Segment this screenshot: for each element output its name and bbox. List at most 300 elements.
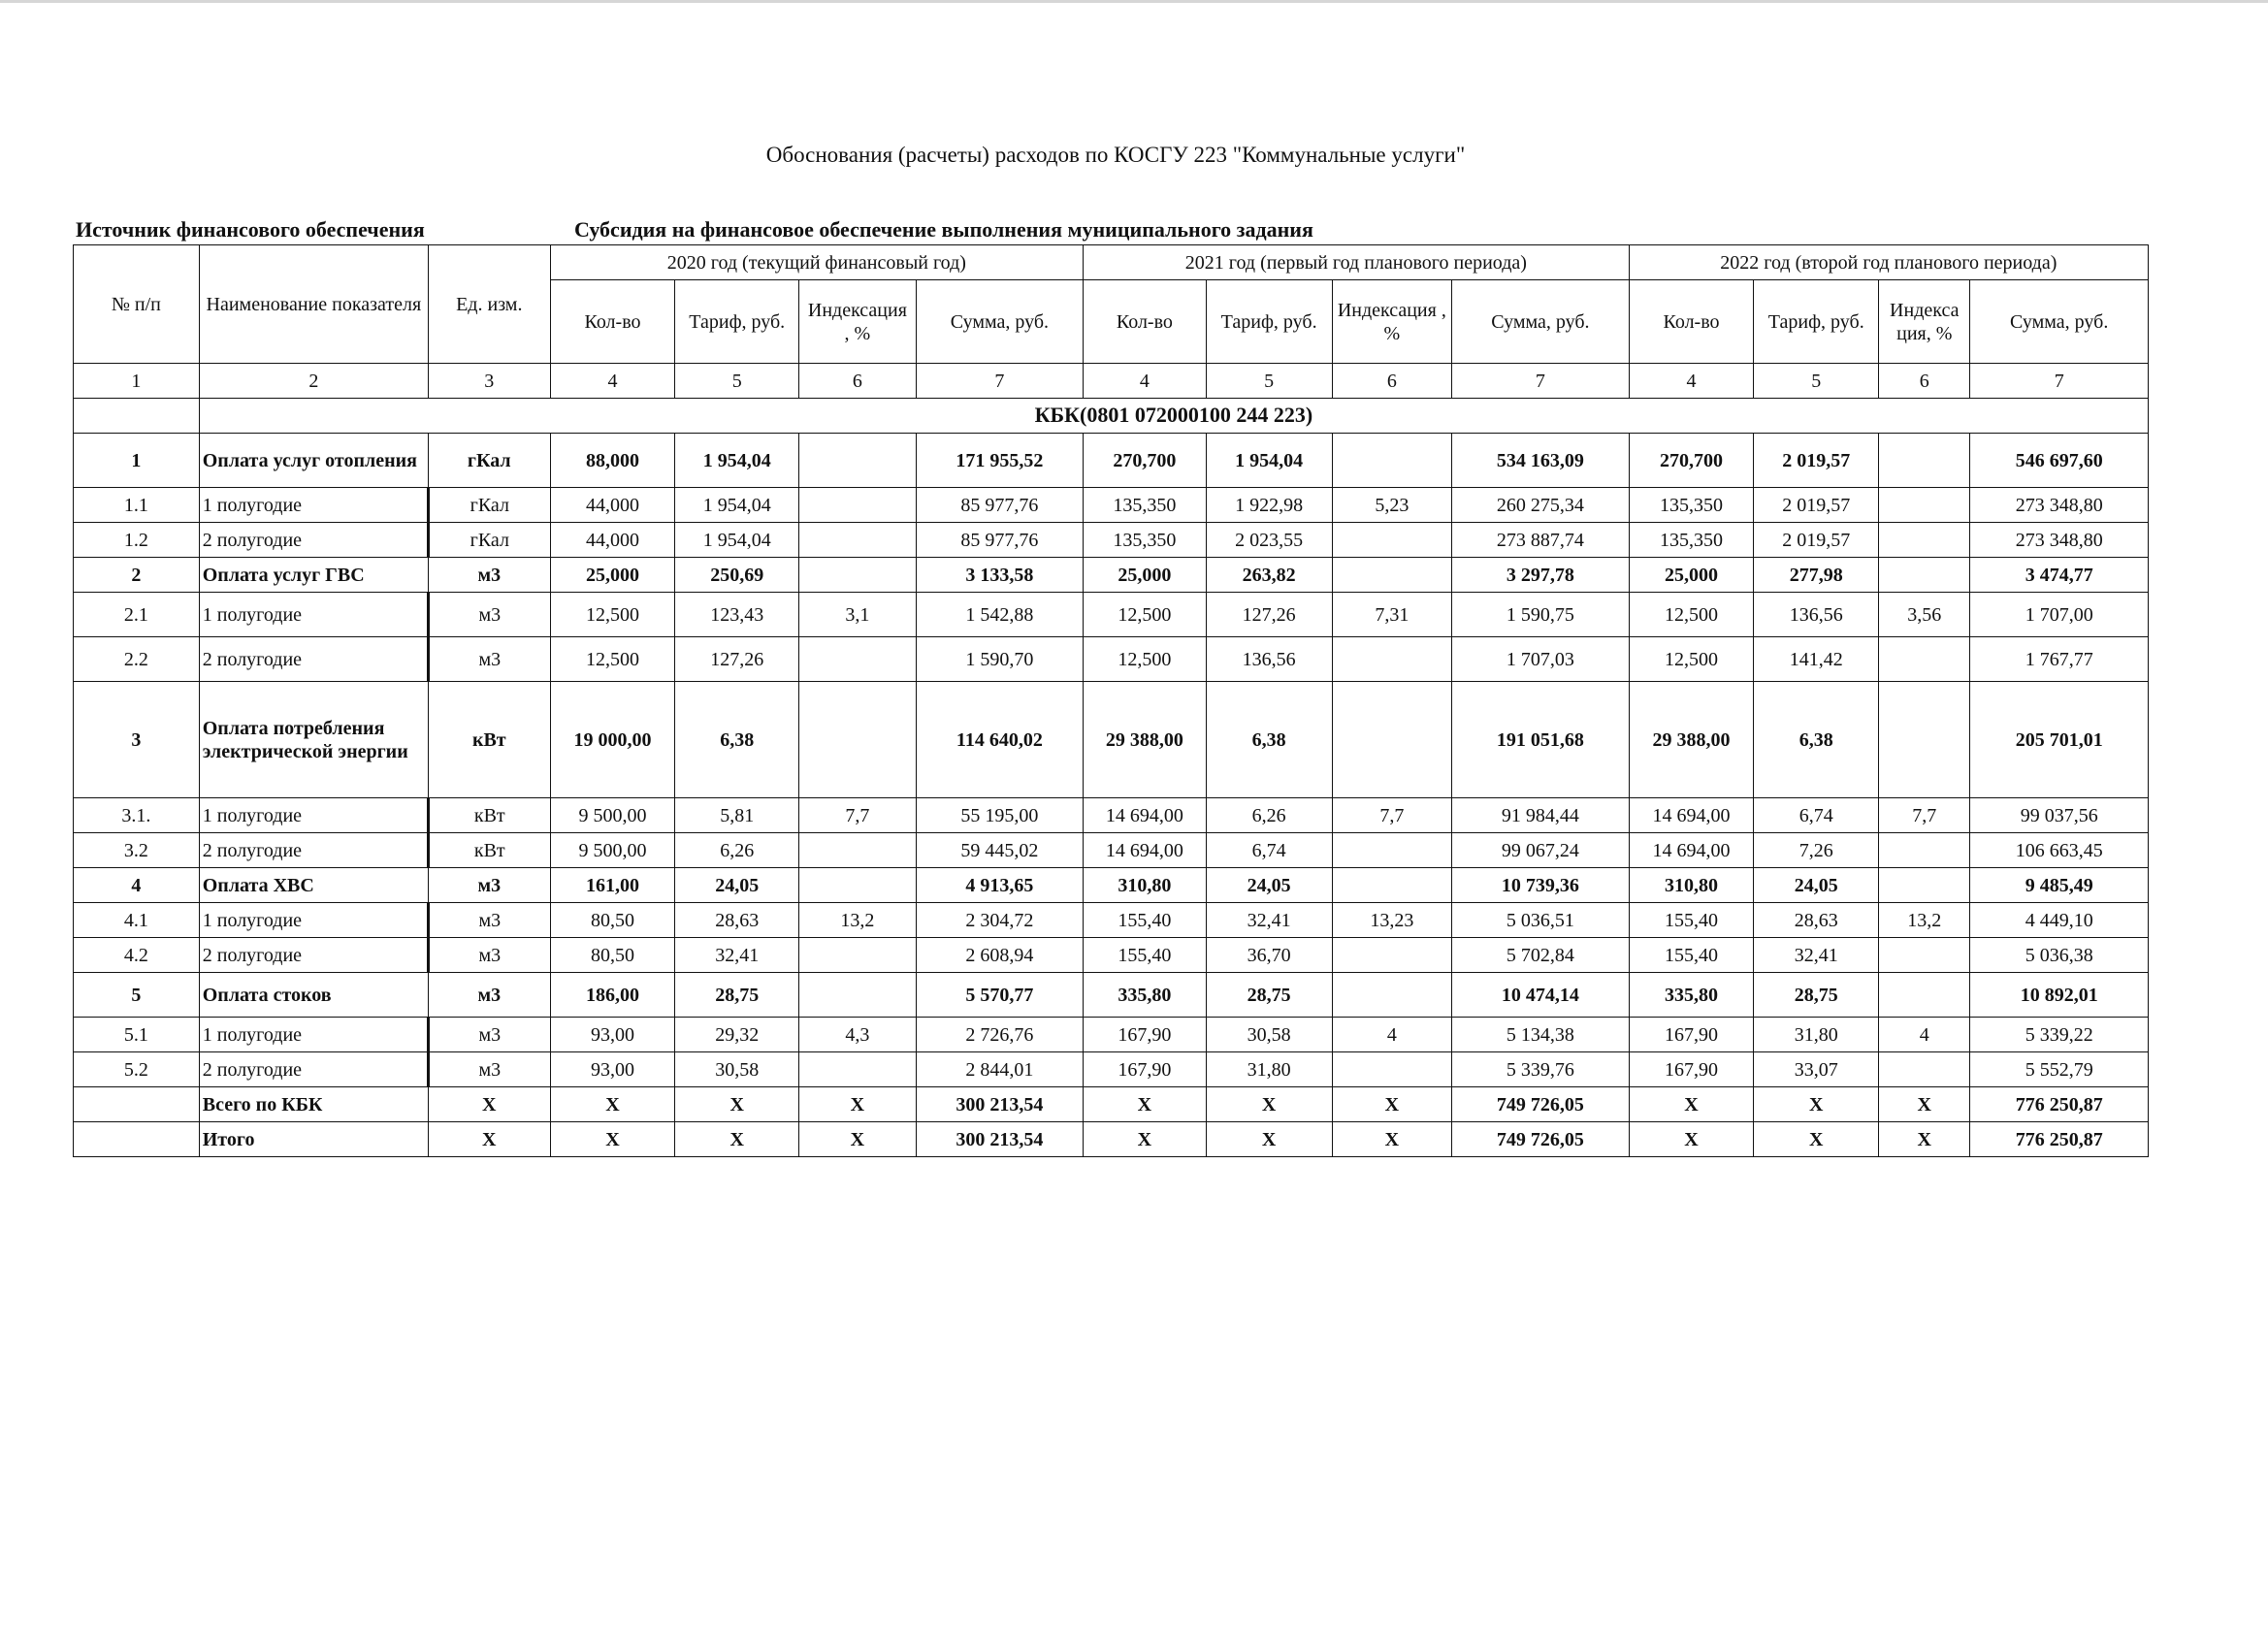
header-qty: Кол-во — [550, 280, 675, 364]
table-cell: 749 726,05 — [1452, 1087, 1629, 1122]
table-cell: м3 — [428, 593, 550, 637]
table-row — [74, 938, 2149, 973]
table-cell: 106 663,45 — [1970, 833, 2149, 868]
table-cell — [1879, 973, 1970, 1018]
header-name: Наименование показателя — [199, 245, 428, 364]
column-number-cell: 4 — [1629, 364, 1754, 399]
table-cell: 9 485,49 — [1970, 868, 2149, 903]
table-cell: 29,32 — [675, 1018, 799, 1052]
column-number-row — [74, 364, 2149, 399]
table-cell: 6,38 — [1206, 682, 1332, 798]
table-cell: 80,50 — [550, 938, 675, 973]
table-cell: гКал — [428, 523, 550, 558]
header-num: № п/п — [74, 245, 200, 364]
column-number-cell: 2 — [199, 364, 428, 399]
header-sum: Сумма, руб. — [916, 280, 1083, 364]
table-cell: 2 019,57 — [1754, 434, 1879, 488]
table-cell: Х — [1332, 1122, 1452, 1157]
row-number-cell: 3.2 — [74, 833, 200, 868]
table-cell: Х — [1084, 1087, 1207, 1122]
table-row — [74, 1018, 2149, 1052]
table-cell: 36,70 — [1206, 938, 1332, 973]
table-cell: 28,63 — [675, 903, 799, 938]
column-number-cell: 7 — [916, 364, 1083, 399]
table-cell: м3 — [428, 973, 550, 1018]
table-cell: 25,000 — [1084, 558, 1207, 593]
table-cell — [1879, 868, 1970, 903]
table-cell: 7,7 — [799, 798, 917, 833]
table-cell: 28,63 — [1754, 903, 1879, 938]
header-tariff: Тариф, руб. — [675, 280, 799, 364]
table-cell: 4 913,65 — [916, 868, 1083, 903]
table-cell: 136,56 — [1754, 593, 1879, 637]
table-cell: 155,40 — [1629, 903, 1754, 938]
table-cell: 59 445,02 — [916, 833, 1083, 868]
table-cell: 12,500 — [1084, 593, 1207, 637]
table-cell: 99 067,24 — [1452, 833, 1629, 868]
table-cell: 12,500 — [550, 593, 675, 637]
table-cell: 2 023,55 — [1206, 523, 1332, 558]
table-cell: м3 — [428, 558, 550, 593]
row-name-cell: Оплата стоков — [199, 973, 428, 1018]
table-cell: 167,90 — [1629, 1018, 1754, 1052]
table-cell: Х — [550, 1122, 675, 1157]
row-number-cell: 4.2 — [74, 938, 200, 973]
header-qty: Кол-во — [1084, 280, 1207, 364]
table-cell: 24,05 — [1206, 868, 1332, 903]
table-cell: 10 739,36 — [1452, 868, 1629, 903]
table-cell: 5 702,84 — [1452, 938, 1629, 973]
table-cell: 24,05 — [1754, 868, 1879, 903]
table-cell: 5,81 — [675, 798, 799, 833]
table-cell — [799, 558, 917, 593]
table-cell: 14 694,00 — [1629, 833, 1754, 868]
table-cell — [1332, 868, 1452, 903]
row-name-cell: Оплата ХВС — [199, 868, 428, 903]
header-tariff: Тариф, руб. — [1754, 280, 1879, 364]
column-number-cell: 6 — [1332, 364, 1452, 399]
table-cell: 30,58 — [675, 1052, 799, 1087]
table-cell — [1332, 523, 1452, 558]
row-name-cell: 2 полугодие — [199, 938, 428, 973]
table-cell: 171 955,52 — [916, 434, 1083, 488]
table-cell: 30,58 — [1206, 1018, 1332, 1052]
table-cell: 25,000 — [550, 558, 675, 593]
table-cell: 2 726,76 — [916, 1018, 1083, 1052]
table-cell — [1879, 938, 1970, 973]
row-name-cell: 2 полугодие — [199, 1052, 428, 1087]
table-cell: 28,75 — [675, 973, 799, 1018]
table-cell: 3 297,78 — [1452, 558, 1629, 593]
kbk-row — [74, 399, 2149, 434]
header-year-2021: 2021 год (первый год планового периода) — [1084, 245, 1630, 280]
table-cell: Х — [1629, 1087, 1754, 1122]
table-cell: 29 388,00 — [1629, 682, 1754, 798]
table-cell: 1 954,04 — [675, 434, 799, 488]
row-name-cell: Всего по КБК — [199, 1087, 428, 1122]
table-cell: 12,500 — [1629, 637, 1754, 682]
table-cell: 155,40 — [1084, 938, 1207, 973]
header-sum: Сумма, руб. — [1970, 280, 2149, 364]
table-cell — [1332, 833, 1452, 868]
table-cell: 55 195,00 — [916, 798, 1083, 833]
table-cell: 6,38 — [1754, 682, 1879, 798]
table-cell — [799, 434, 917, 488]
table-cell: 3 133,58 — [916, 558, 1083, 593]
kbk-code: КБК(0801 072000100 244 223) — [199, 399, 2148, 434]
table-cell: 1 954,04 — [675, 523, 799, 558]
table-cell: 5 552,79 — [1970, 1052, 2149, 1087]
table-row — [74, 833, 2149, 868]
table-cell: 44,000 — [550, 488, 675, 523]
table-cell: Х — [1754, 1122, 1879, 1157]
table-cell — [1332, 682, 1452, 798]
row-number-cell: 2.1 — [74, 593, 200, 637]
table-cell: 155,40 — [1084, 903, 1207, 938]
table-cell: 776 250,87 — [1970, 1087, 2149, 1122]
row-number-cell: 1 — [74, 434, 200, 488]
column-number-cell: 4 — [550, 364, 675, 399]
row-number-cell: 5 — [74, 973, 200, 1018]
table-cell: 1 590,70 — [916, 637, 1083, 682]
table-cell: 1 707,00 — [1970, 593, 2149, 637]
table-cell: кВт — [428, 682, 550, 798]
table-cell — [1879, 434, 1970, 488]
table-cell: 44,000 — [550, 523, 675, 558]
table-row — [74, 1052, 2149, 1087]
table-cell: 167,90 — [1629, 1052, 1754, 1087]
table-row — [74, 523, 2149, 558]
table-cell — [1879, 1052, 1970, 1087]
header-index: Индекса ция, % — [1879, 280, 1970, 364]
table-cell: 31,80 — [1754, 1018, 1879, 1052]
table-cell: 1 767,77 — [1970, 637, 2149, 682]
table-cell: кВт — [428, 833, 550, 868]
funding-source-label: Источник финансового обеспечения — [76, 217, 425, 242]
row-number-cell: 1.2 — [74, 523, 200, 558]
column-number-cell: 4 — [1084, 364, 1207, 399]
table-cell: 5 134,38 — [1452, 1018, 1629, 1052]
column-number-cell: 1 — [74, 364, 200, 399]
table-cell: Х — [675, 1122, 799, 1157]
column-number-cell: 6 — [799, 364, 917, 399]
table-cell: 85 977,76 — [916, 523, 1083, 558]
table-cell — [799, 938, 917, 973]
table-row — [74, 637, 2149, 682]
table-cell: 99 037,56 — [1970, 798, 2149, 833]
table-cell: Х — [1084, 1122, 1207, 1157]
table-cell — [799, 637, 917, 682]
table-cell: 310,80 — [1084, 868, 1207, 903]
table-cell: 93,00 — [550, 1018, 675, 1052]
table-cell: Х — [1206, 1122, 1332, 1157]
header-index: Индексация , % — [1332, 280, 1452, 364]
table-cell: 273 348,80 — [1970, 488, 2149, 523]
table-cell: Х — [799, 1122, 917, 1157]
table-cell: 10 474,14 — [1452, 973, 1629, 1018]
row-name-cell: Оплата услуг ГВС — [199, 558, 428, 593]
total-row — [74, 1122, 2149, 1157]
table-cell: 6,26 — [1206, 798, 1332, 833]
table-cell: 135,350 — [1629, 488, 1754, 523]
table-cell: 1 707,03 — [1452, 637, 1629, 682]
table-cell: 28,75 — [1754, 973, 1879, 1018]
table-cell: 776 250,87 — [1970, 1122, 2149, 1157]
column-number-cell: 3 — [428, 364, 550, 399]
table-cell: 1 922,98 — [1206, 488, 1332, 523]
table-cell: 32,41 — [1754, 938, 1879, 973]
table-cell: 91 984,44 — [1452, 798, 1629, 833]
header-tariff: Тариф, руб. — [1206, 280, 1332, 364]
row-number-cell: 4 — [74, 868, 200, 903]
table-cell: м3 — [428, 1018, 550, 1052]
table-cell: 14 694,00 — [1084, 798, 1207, 833]
kbk-spacer — [74, 399, 200, 434]
table-cell: 5,23 — [1332, 488, 1452, 523]
header-sum: Сумма, руб. — [1452, 280, 1629, 364]
header-year-2020: 2020 год (текущий финансовый год) — [550, 245, 1083, 280]
row-number-cell: 5.1 — [74, 1018, 200, 1052]
table-cell: 7,7 — [1879, 798, 1970, 833]
table-cell: 167,90 — [1084, 1052, 1207, 1087]
table-cell: 29 388,00 — [1084, 682, 1207, 798]
table-cell: 25,000 — [1629, 558, 1754, 593]
table-cell: м3 — [428, 868, 550, 903]
table-cell: 270,700 — [1629, 434, 1754, 488]
table-cell — [799, 868, 917, 903]
table-cell: 127,26 — [1206, 593, 1332, 637]
column-number-cell: 5 — [675, 364, 799, 399]
table-cell — [799, 1052, 917, 1087]
funding-source-value: Субсидия на финансовое обеспечение выполнения муниципального задания — [574, 217, 1313, 242]
table-cell: 12,500 — [1629, 593, 1754, 637]
table-row — [74, 593, 2149, 637]
table-cell: 13,23 — [1332, 903, 1452, 938]
row-name-cell: 1 полугодие — [199, 488, 428, 523]
row-name-cell: 2 полугодие — [199, 523, 428, 558]
table-cell: 3 474,77 — [1970, 558, 2149, 593]
row-name-cell: 2 полугодие — [199, 833, 428, 868]
row-name-cell: 1 полугодие — [199, 798, 428, 833]
table-cell: гКал — [428, 488, 550, 523]
table-cell: 3,1 — [799, 593, 917, 637]
row-number-cell: 4.1 — [74, 903, 200, 938]
category-row — [74, 973, 2149, 1018]
table-cell: 5 570,77 — [916, 973, 1083, 1018]
table-cell — [1879, 558, 1970, 593]
table-cell: 80,50 — [550, 903, 675, 938]
table-cell: 1 542,88 — [916, 593, 1083, 637]
table-cell: 161,00 — [550, 868, 675, 903]
table-cell: 5 339,76 — [1452, 1052, 1629, 1087]
table-cell: 136,56 — [1206, 637, 1332, 682]
table-cell: м3 — [428, 938, 550, 973]
table-cell: 32,41 — [675, 938, 799, 973]
table-cell: 191 051,68 — [1452, 682, 1629, 798]
table-cell — [1879, 682, 1970, 798]
table-cell: гКал — [428, 434, 550, 488]
table-cell: 6,74 — [1206, 833, 1332, 868]
table-cell: 749 726,05 — [1452, 1122, 1629, 1157]
table-cell: 7,26 — [1754, 833, 1879, 868]
table-cell: 135,350 — [1084, 523, 1207, 558]
table-cell: 12,500 — [1084, 637, 1207, 682]
table-cell: 135,350 — [1084, 488, 1207, 523]
table-cell: 127,26 — [675, 637, 799, 682]
table-cell: 2 019,57 — [1754, 488, 1879, 523]
table-cell: 155,40 — [1629, 938, 1754, 973]
table-cell: 85 977,76 — [916, 488, 1083, 523]
header-unit: Ед. изм. — [428, 245, 550, 364]
table-cell: 123,43 — [675, 593, 799, 637]
table-cell — [799, 833, 917, 868]
column-number-cell: 5 — [1754, 364, 1879, 399]
table-cell: 19 000,00 — [550, 682, 675, 798]
table-cell: 13,2 — [799, 903, 917, 938]
table-cell: 93,00 — [550, 1052, 675, 1087]
table-cell: 546 697,60 — [1970, 434, 2149, 488]
table-cell: 10 892,01 — [1970, 973, 2149, 1018]
table-cell: 4 — [1332, 1018, 1452, 1052]
table-cell: Х — [1206, 1087, 1332, 1122]
table-cell: 260 275,34 — [1452, 488, 1629, 523]
table-cell: 13,2 — [1879, 903, 1970, 938]
table-cell: 6,38 — [675, 682, 799, 798]
table-cell: 88,000 — [550, 434, 675, 488]
table-cell: м3 — [428, 903, 550, 938]
table-cell: 14 694,00 — [1084, 833, 1207, 868]
category-row — [74, 558, 2149, 593]
row-number-cell — [74, 1087, 200, 1122]
expense-table — [73, 244, 2149, 1157]
table-cell: 9 500,00 — [550, 833, 675, 868]
table-row — [74, 798, 2149, 833]
table-cell: Х — [1332, 1087, 1452, 1122]
table-cell: 335,80 — [1084, 973, 1207, 1018]
table-cell — [1332, 558, 1452, 593]
table-cell: 2 608,94 — [916, 938, 1083, 973]
table-cell — [799, 488, 917, 523]
table-cell — [1332, 434, 1452, 488]
table-cell: Х — [675, 1087, 799, 1122]
category-row — [74, 682, 2149, 798]
row-name-cell: 1 полугодие — [199, 593, 428, 637]
table-cell: м3 — [428, 637, 550, 682]
row-name-cell: 1 полугодие — [199, 903, 428, 938]
table-cell: 205 701,01 — [1970, 682, 2149, 798]
row-number-cell: 1.1 — [74, 488, 200, 523]
table-cell: 141,42 — [1754, 637, 1879, 682]
table-cell — [1332, 637, 1452, 682]
table-cell: 534 163,09 — [1452, 434, 1629, 488]
table-cell: Х — [1879, 1122, 1970, 1157]
table-cell: 2 844,01 — [916, 1052, 1083, 1087]
table-cell: м3 — [428, 1052, 550, 1087]
header-year-2022: 2022 год (второй год планового периода) — [1629, 245, 2148, 280]
header-index: Индексация , % — [799, 280, 917, 364]
table-cell: 273 887,74 — [1452, 523, 1629, 558]
row-number-cell: 2 — [74, 558, 200, 593]
table-cell: 28,75 — [1206, 973, 1332, 1018]
header-qty: Кол-во — [1629, 280, 1754, 364]
table-cell: 14 694,00 — [1629, 798, 1754, 833]
scan-top-edge — [0, 0, 2268, 3]
table-cell: 135,350 — [1629, 523, 1754, 558]
table-cell: 4,3 — [799, 1018, 917, 1052]
table-cell: 1 954,04 — [675, 488, 799, 523]
table-cell — [1332, 938, 1452, 973]
row-name-cell: 2 полугодие — [199, 637, 428, 682]
table-cell: Х — [550, 1087, 675, 1122]
table-cell: 3,56 — [1879, 593, 1970, 637]
row-name-cell: Оплата услуг отопления — [199, 434, 428, 488]
category-row — [74, 434, 2149, 488]
table-cell: 5 339,22 — [1970, 1018, 2149, 1052]
row-name-cell: Итого — [199, 1122, 428, 1157]
row-number-cell: 5.2 — [74, 1052, 200, 1087]
table-cell — [1332, 1052, 1452, 1087]
table-cell: 33,07 — [1754, 1052, 1879, 1087]
table-cell: 32,41 — [1206, 903, 1332, 938]
column-number-cell: 6 — [1879, 364, 1970, 399]
table-cell: кВт — [428, 798, 550, 833]
table-cell: 1 954,04 — [1206, 434, 1332, 488]
table-cell: Х — [1754, 1087, 1879, 1122]
table-cell: 6,26 — [675, 833, 799, 868]
row-number-cell: 3.1. — [74, 798, 200, 833]
table-cell: 186,00 — [550, 973, 675, 1018]
document-title: Обоснования (расчеты) расходов по КОСГУ 223 "Коммунальные услуги" — [765, 143, 1466, 167]
table-cell: 273 348,80 — [1970, 523, 2149, 558]
category-row — [74, 868, 2149, 903]
table-cell: 7,7 — [1332, 798, 1452, 833]
table-cell: 277,98 — [1754, 558, 1879, 593]
table-cell — [799, 973, 917, 1018]
table-cell — [1879, 637, 1970, 682]
table-cell: 2 019,57 — [1754, 523, 1879, 558]
row-number-cell: 3 — [74, 682, 200, 798]
table-cell: 4 — [1879, 1018, 1970, 1052]
table-cell: 1 590,75 — [1452, 593, 1629, 637]
table-cell: 4 449,10 — [1970, 903, 2149, 938]
table-cell: 6,74 — [1754, 798, 1879, 833]
table-cell — [799, 682, 917, 798]
table-cell: 9 500,00 — [550, 798, 675, 833]
table-cell: 5 036,38 — [1970, 938, 2149, 973]
table-cell: 2 304,72 — [916, 903, 1083, 938]
table-cell: 250,69 — [675, 558, 799, 593]
table-cell: Х — [1629, 1122, 1754, 1157]
table-cell: 12,500 — [550, 637, 675, 682]
row-number-cell — [74, 1122, 200, 1157]
table-cell: Х — [428, 1122, 550, 1157]
row-number-cell: 2.2 — [74, 637, 200, 682]
table-cell: Х — [428, 1087, 550, 1122]
row-name-cell: 1 полугодие — [199, 1018, 428, 1052]
row-name-cell: Оплата потребления электрической энергии — [199, 682, 428, 798]
table-cell: 114 640,02 — [916, 682, 1083, 798]
table-cell: 270,700 — [1084, 434, 1207, 488]
table-cell: 31,80 — [1206, 1052, 1332, 1087]
header-row-years — [74, 245, 2149, 280]
table-cell: 310,80 — [1629, 868, 1754, 903]
table-cell — [799, 523, 917, 558]
table-row — [74, 488, 2149, 523]
table-cell: 24,05 — [675, 868, 799, 903]
column-number-cell: 5 — [1206, 364, 1332, 399]
table-cell: 300 213,54 — [916, 1087, 1083, 1122]
table-cell — [1879, 488, 1970, 523]
